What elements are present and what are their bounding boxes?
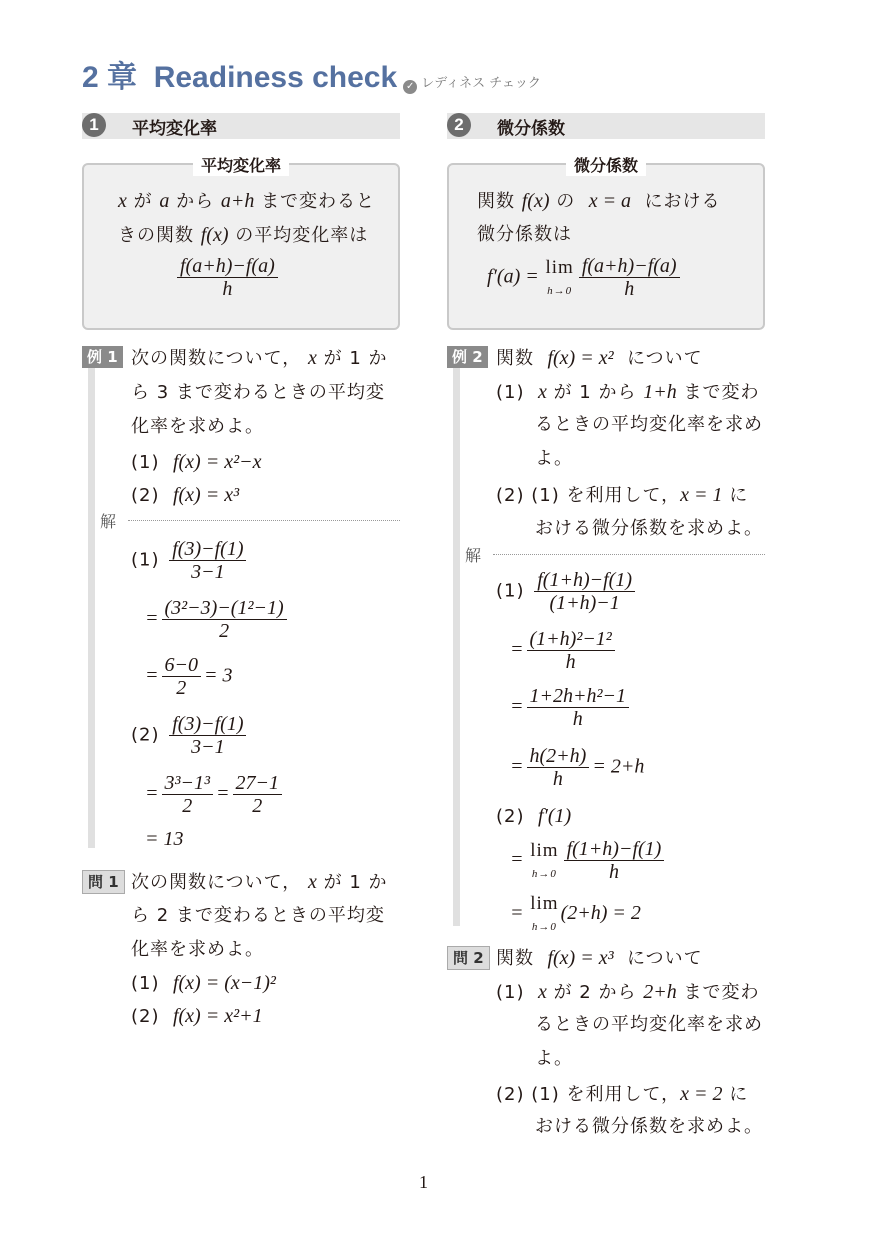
solution-step: = $\frac{\text{(1+h)²−1²}}{h}$ (510, 628, 618, 673)
section-title: 平均変化率 (132, 119, 217, 139)
question-text: 関数 f(x) = x³ について (496, 947, 703, 969)
solution-step: = lim h→0 $\frac{f(1+h)-f(1)}{h}$ (510, 838, 667, 883)
definition-box-average-rate (82, 156, 400, 330)
box-text: x が a から a+h まで変わると (118, 190, 376, 212)
question-text: 次の関数について， x が 1 か (131, 871, 388, 893)
box-text: きの関数 f(x) の平均変化率は (118, 224, 369, 246)
solution-step: = $\frac{\text{1+2h+h²−1}}{h}$ (510, 685, 632, 730)
example-item: (1) x が 1 から 1+h まで変わ (496, 381, 760, 403)
formula: $\frac{f(a+h)-f(a)}{h}$ (174, 255, 281, 300)
example-text: ら 3 まで変わるときの平均変 (131, 382, 385, 403)
definition-box-derivative (447, 156, 765, 330)
example-item-text: るときの平均変化率を求め (535, 414, 763, 435)
question-item: (2) f(x) = x²+1 (131, 1005, 263, 1027)
example-text: 関数 f(x) = x² について (496, 347, 703, 369)
section-header-1 (82, 113, 400, 139)
example-text: 次の関数について， x が 1 か (131, 347, 388, 369)
question-item-text: おける微分係数を求めよ。 (535, 1116, 763, 1137)
solution-step: = 13 (145, 828, 184, 850)
box-text: 関数 f(x) の x = a における (477, 190, 721, 212)
chapter-subtitle: ✓ レディネス チェック (403, 76, 541, 94)
section-number: 2 (447, 113, 471, 137)
example-item-text: よ。 (535, 448, 573, 469)
solution-step: (1) $\frac{f(3)-f(1)}{3-1}$ (131, 538, 249, 583)
solution-step: = $\frac{6-0}{2}$ = 3 (145, 654, 233, 699)
solution-step: (2) f′(1) (496, 805, 572, 827)
solution-step: (2) $\frac{f(3)-f(1)}{3-1}$ (131, 713, 249, 758)
section-header-2 (447, 113, 765, 139)
example-sidebar (453, 368, 460, 926)
question-item: (1) f(x) = (x−1)² (131, 972, 276, 994)
solution-step: = $\frac{\text{3³−1³}}{2}$ = $\frac{27-1}{2}$ (145, 772, 285, 817)
chapter-header (82, 60, 541, 96)
chapter-title: 2 章 Readiness check (82, 61, 398, 94)
example-item: (2) (1) を利用して，x = 1 に (496, 484, 749, 506)
box-label: 平均変化率 (193, 153, 289, 176)
box-label: 微分係数 (566, 153, 646, 176)
question-tag: 問 1 (82, 870, 125, 894)
box-text: 微分係数は (477, 224, 572, 245)
question-item: (2) (1) を利用して，x = 2 に (496, 1083, 749, 1105)
dotted-divider (493, 554, 765, 555)
question-item-text: るときの平均変化率を求め (535, 1014, 763, 1035)
solution-step: (1) $\frac{f(1+h)-f(1)}{(1+h)-1}$ (496, 569, 638, 614)
check-circle-icon: ✓ (403, 80, 417, 94)
section-number: 1 (82, 113, 106, 137)
solution-label: 解 (465, 546, 483, 565)
example-tag: 例 2 (447, 346, 488, 368)
solution-step: = $\frac{h(2+h)}{h}$ = 2+h (510, 745, 645, 790)
question-text: ら 2 まで変わるときの平均変 (131, 905, 385, 926)
question-item-text: よ。 (535, 1048, 573, 1069)
solution-step: = $\frac{\text{(3²−3)−(1²−1)}}{2}$ (145, 597, 290, 642)
question-text: 化率を求めよ。 (131, 939, 264, 960)
question-item: (1) x が 2 から 2+h まで変わ (496, 981, 760, 1003)
example-text: 化率を求めよ。 (131, 416, 264, 437)
example-tag: 例 1 (82, 346, 123, 368)
formula: f′(a) = lim h→0 $\frac{f(a+h)-f(a)}{h}$ (487, 255, 683, 300)
section-title: 微分係数 (497, 119, 565, 139)
solution-label: 解 (100, 512, 118, 531)
example-item: (1) f(x) = x²−x (131, 451, 262, 473)
example-sidebar (88, 368, 95, 848)
example-item: (2) f(x) = x³ (131, 484, 240, 506)
dotted-divider (128, 520, 400, 521)
solution-step: = lim h→0 (2+h) = 2 (510, 893, 641, 933)
question-tag: 問 2 (447, 946, 490, 970)
page-number: 1 (419, 1172, 428, 1192)
example-item-text: おける微分係数を求めよ。 (535, 518, 763, 539)
